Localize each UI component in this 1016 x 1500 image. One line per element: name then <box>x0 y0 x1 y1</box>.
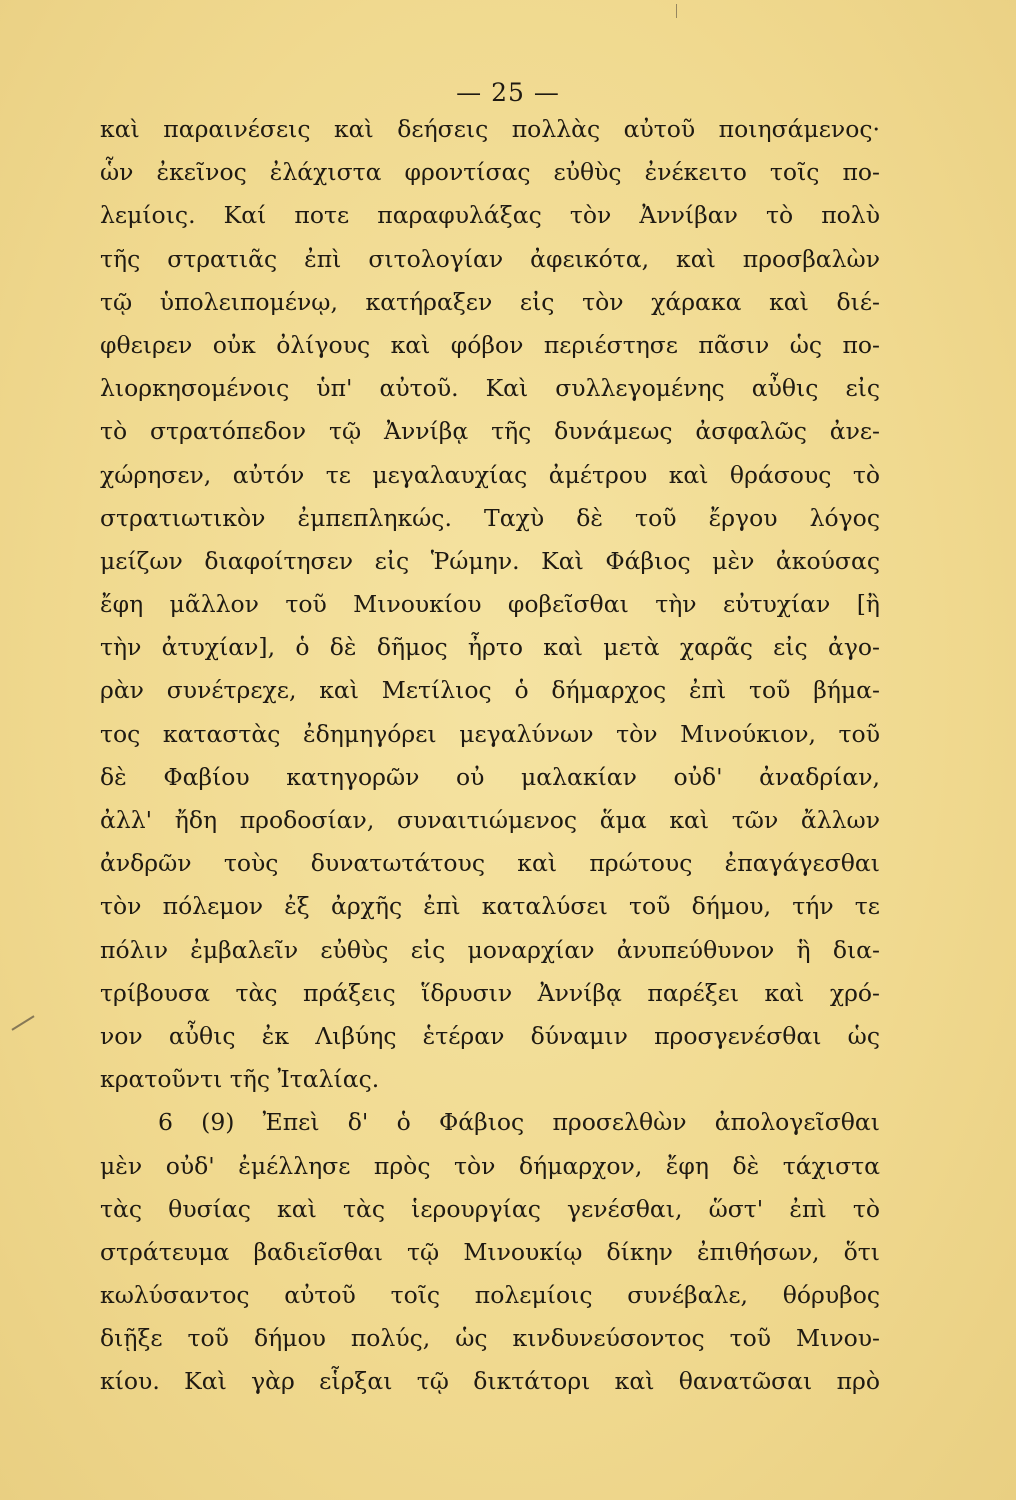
text-line: ὧν ἐκεῖνος ἐλάχιστα φροντίσας εὐθὺς ἐνέκειτο τοῖς πο- <box>100 158 880 187</box>
text-line: κίου. Καὶ γὰρ εἷρξαι τῷ δικτάτορι καὶ θανατῶσαι πρὸ <box>100 1367 880 1396</box>
text-line: ἔφη μᾶλλον τοῦ Μινουκίου φοβεῖσθαι τὴν εὐτυχίαν [ἢ <box>100 590 880 619</box>
text-line: φθειρεν οὐκ ὀλίγους καὶ φόβον περιέστησε πᾶσιν ὡς πο- <box>100 330 880 359</box>
margin-pencil-mark <box>11 1015 34 1030</box>
text-line: νον αὖθις ἐκ Λιβύης ἑτέραν δύναμιν προσγενέσθαι ὡς <box>100 1021 880 1050</box>
text-line: τος καταστὰς ἐδημηγόρει μεγαλύνων τὸν Μινούκιον, τοῦ <box>100 719 880 748</box>
page-number: — 25 — <box>456 78 560 107</box>
text-line: μὲν οὐδ' ἐμέλλησε πρὸς τὸν δήμαρχον, ἔφη δὲ τάχιστα <box>100 1151 880 1180</box>
text-line: τῆς στρατιᾶς ἐπὶ σιτολογίαν ἀφεικότα, καὶ προσβαλὼν <box>100 244 880 273</box>
text-line: τὸ στρατόπεδον τῷ Ἀννίβᾳ τῆς δυνάμεως ἀσφαλῶς ἀνε- <box>100 417 880 446</box>
text-line: καὶ παραινέσεις καὶ δεήσεις πολλὰς αὐτοῦ ποιησάμενος· <box>100 115 880 143</box>
text-line: τρίβουσα τὰς πράξεις ἵδρυσιν Ἀννίβᾳ παρέξει καὶ χρό- <box>100 978 880 1007</box>
text-line: λεμίοις. Καί ποτε παραφυλάξας τὸν Ἀννίβαν τὸ πολὺ <box>100 201 880 230</box>
section-start-line: 6 (9) Ἐπεὶ δ' ὁ Φάβιος προσελθὼν ἀπολογεῖσθαι <box>158 1108 880 1137</box>
text-line: διῇξε τοῦ δήμου πολύς, ὡς κινδυνεύσοντος τοῦ Μινου- <box>100 1324 880 1353</box>
text-line: πόλιν ἐμβαλεῖν εὐθὺς εἰς μοναρχίαν ἀνυπεύθυνον ἣ δια- <box>100 935 880 964</box>
text-line: ρὰν συνέτρεχε, καὶ Μετίλιος ὁ δήμαρχος ἐπὶ τοῦ βήμα- <box>100 676 880 705</box>
text-line: κωλύσαντος αὐτοῦ τοῖς πολεμίοις συνέβαλε, θόρυβος <box>100 1281 880 1310</box>
text-line: μείζων διαφοίτησεν εἰς Ῥώμην. Καὶ Φάβιος μὲν ἀκούσας <box>100 546 880 575</box>
text-line: λιορκησομένοις ὑπ' αὐτοῦ. Καὶ συλλεγομένης αὖθις εἰς <box>100 374 880 403</box>
text-line: χώρησεν, αὐτόν τε μεγαλαυχίας ἀμέτρου καὶ θράσους τὸ <box>100 460 880 489</box>
body-text <box>100 108 880 1404</box>
page-edge-mark <box>676 4 677 18</box>
text-line: τὰς θυσίας καὶ τὰς ἱερουργίας γενέσθαι, ὥστ' ἐπὶ τὸ <box>100 1194 880 1223</box>
text-line: δὲ Φαβίου κατηγορῶν οὐ μαλακίαν οὐδ' ἀναδρίαν, <box>100 762 880 791</box>
paragraph-end-line: κρατοῦντι τῆς Ἰταλίας. <box>100 1065 380 1094</box>
text-line: τῷ ὑπολειπομένῳ, κατήραξεν εἰς τὸν χάρακα καὶ διέ- <box>100 287 880 316</box>
text-line: ἀνδρῶν τοὺς δυνατωτάτους καὶ πρώτους ἐπαγάγεσθαι <box>100 849 880 878</box>
text-line: τὴν ἀτυχίαν], ὁ δὲ δῆμος ἦρτο καὶ μετὰ χαρᾶς εἰς ἀγο- <box>100 633 880 662</box>
text-line: τὸν πόλεμον ἐξ ἀρχῆς ἐπὶ καταλύσει τοῦ δήμου, τήν τε <box>100 892 880 921</box>
text-line: ἀλλ' ἤδη προδοσίαν, συναιτιώμενος ἅμα καὶ τῶν ἄλλων <box>100 806 880 834</box>
text-line: στρατιωτικὸν ἐμπεπληκώς. Ταχὺ δὲ τοῦ ἔργου λόγος <box>100 503 880 532</box>
text-line: στράτευμα βαδιεῖσθαι τῷ Μινουκίῳ δίκην ἐπιθήσων, ὅτι <box>100 1237 880 1266</box>
